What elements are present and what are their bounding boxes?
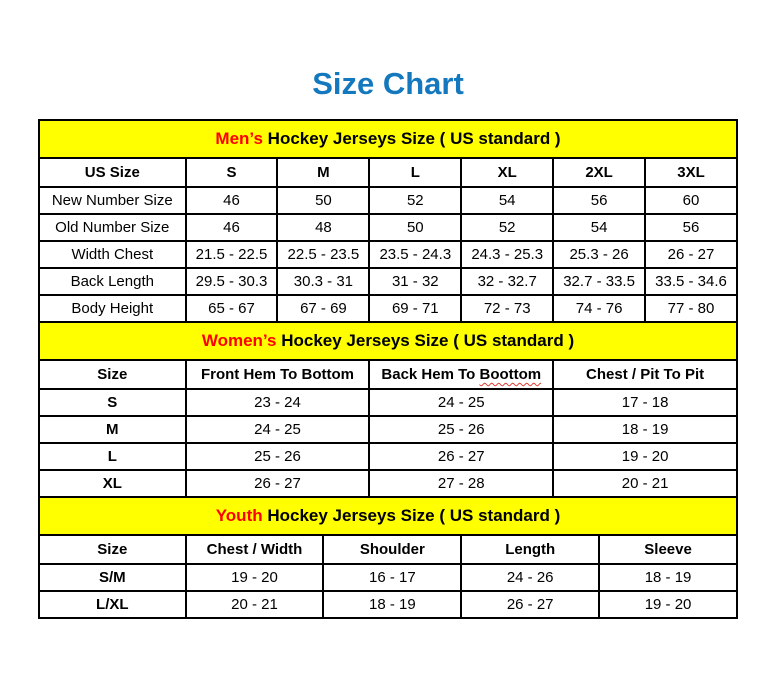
size-tables	[38, 119, 738, 619]
column-header-text: Back Hem To	[381, 366, 480, 383]
row-label: XL	[39, 470, 186, 497]
womens-column-header: Front Hem To Bottom	[186, 360, 370, 389]
mens-section-row	[39, 120, 737, 158]
size-value-cell: 65 - 67	[186, 295, 278, 322]
size-value-cell: 17 - 18	[553, 389, 737, 416]
mens-column-header: XL	[461, 158, 553, 187]
size-value-cell: 23 - 24	[186, 389, 370, 416]
womens-column-header	[369, 360, 553, 389]
mens-column-header: S	[186, 158, 278, 187]
mens-table-row	[39, 268, 737, 295]
youth-size-table	[38, 496, 738, 619]
mens-column-header: US Size	[39, 158, 186, 187]
womens-column-header-row	[39, 360, 737, 389]
mens-table-row	[39, 295, 737, 322]
mens-heading-text: Hockey Jerseys Size ( US standard )	[262, 129, 561, 148]
size-value-cell: 26 - 27	[461, 591, 599, 618]
youth-section-heading	[39, 497, 737, 535]
size-value-cell: 19 - 20	[599, 591, 737, 618]
size-value-cell: 18 - 19	[553, 416, 737, 443]
mens-column-header: 2XL	[553, 158, 645, 187]
size-value-cell: 56	[645, 214, 737, 241]
womens-column-header: Chest / Pit To Pit	[553, 360, 737, 389]
size-value-cell: 50	[277, 187, 369, 214]
size-value-cell: 54	[553, 214, 645, 241]
size-value-cell: 25.3 - 26	[553, 241, 645, 268]
size-value-cell: 24 - 25	[369, 389, 553, 416]
youth-column-header-row	[39, 535, 737, 564]
youth-column-header: Sleeve	[599, 535, 737, 564]
womens-table-row	[39, 389, 737, 416]
size-value-cell: 25 - 26	[369, 416, 553, 443]
size-value-cell: 20 - 21	[186, 591, 324, 618]
womens-heading-accent: Women’s	[201, 331, 277, 350]
womens-section-row	[39, 322, 737, 360]
row-label: S	[39, 389, 186, 416]
size-value-cell: 52	[461, 214, 553, 241]
mens-table-row	[39, 241, 737, 268]
size-value-cell: 16 - 17	[323, 564, 461, 591]
size-value-cell: 77 - 80	[645, 295, 737, 322]
mens-column-header: 3XL	[645, 158, 737, 187]
youth-column-header: Chest / Width	[186, 535, 324, 564]
size-value-cell: 72 - 73	[461, 295, 553, 322]
size-value-cell: 52	[369, 187, 461, 214]
row-label: Back Length	[39, 268, 186, 295]
youth-column-header: Length	[461, 535, 599, 564]
youth-column-header: Size	[39, 535, 186, 564]
size-value-cell: 48	[277, 214, 369, 241]
size-value-cell: 18 - 19	[323, 591, 461, 618]
youth-heading-accent: Youth	[215, 506, 263, 525]
mens-heading-accent: Men’s	[215, 129, 263, 148]
size-value-cell: 24 - 25	[186, 416, 370, 443]
size-value-cell: 60	[645, 187, 737, 214]
youth-column-header: Shoulder	[323, 535, 461, 564]
size-value-cell: 69 - 71	[369, 295, 461, 322]
size-value-cell: 27 - 28	[369, 470, 553, 497]
womens-section-heading	[39, 322, 737, 360]
size-value-cell: 20 - 21	[553, 470, 737, 497]
size-value-cell: 22.5 - 23.5	[277, 241, 369, 268]
mens-section-heading	[39, 120, 737, 158]
size-value-cell: 32 - 32.7	[461, 268, 553, 295]
womens-heading-text: Hockey Jerseys Size ( US standard )	[276, 331, 575, 350]
size-value-cell: 29.5 - 30.3	[186, 268, 278, 295]
size-value-cell: 21.5 - 22.5	[186, 241, 278, 268]
size-value-cell: 74 - 76	[553, 295, 645, 322]
size-value-cell: 31 - 32	[369, 268, 461, 295]
youth-section-row	[39, 497, 737, 535]
mens-column-header-row	[39, 158, 737, 187]
youth-table-row	[39, 591, 737, 618]
size-value-cell: 26 - 27	[645, 241, 737, 268]
size-value-cell: 33.5 - 34.6	[645, 268, 737, 295]
size-value-cell: 23.5 - 24.3	[369, 241, 461, 268]
size-value-cell: 24.3 - 25.3	[461, 241, 553, 268]
size-value-cell: 24 - 26	[461, 564, 599, 591]
size-value-cell: 19 - 20	[186, 564, 324, 591]
row-label: M	[39, 416, 186, 443]
row-label: New Number Size	[39, 187, 186, 214]
row-label: L	[39, 443, 186, 470]
womens-table-row	[39, 470, 737, 497]
mens-column-header: M	[277, 158, 369, 187]
size-value-cell: 26 - 27	[186, 470, 370, 497]
mens-column-header: L	[369, 158, 461, 187]
size-value-cell: 19 - 20	[553, 443, 737, 470]
size-value-cell: 30.3 - 31	[277, 268, 369, 295]
mens-table-row	[39, 214, 737, 241]
row-label: S/M	[39, 564, 186, 591]
mens-size-table	[38, 119, 738, 323]
size-value-cell: 67 - 69	[277, 295, 369, 322]
size-value-cell: 46	[186, 214, 278, 241]
womens-column-header: Size	[39, 360, 186, 389]
row-label: L/XL	[39, 591, 186, 618]
row-label: Old Number Size	[39, 214, 186, 241]
row-label: Width Chest	[39, 241, 186, 268]
size-value-cell: 26 - 27	[369, 443, 553, 470]
size-value-cell: 46	[186, 187, 278, 214]
size-value-cell: 54	[461, 187, 553, 214]
size-value-cell: 50	[369, 214, 461, 241]
size-value-cell: 32.7 - 33.5	[553, 268, 645, 295]
size-value-cell: 18 - 19	[599, 564, 737, 591]
youth-table-row	[39, 564, 737, 591]
youth-heading-text: Hockey Jerseys Size ( US standard )	[262, 506, 561, 525]
womens-size-table	[38, 321, 738, 498]
page-title: Size Chart	[312, 66, 464, 101]
size-value-cell: 25 - 26	[186, 443, 370, 470]
womens-table-row	[39, 443, 737, 470]
row-label: Body Height	[39, 295, 186, 322]
size-value-cell: 56	[553, 187, 645, 214]
womens-table-row	[39, 416, 737, 443]
misspelled-word: Boottom	[479, 366, 542, 383]
mens-table-row	[39, 187, 737, 214]
